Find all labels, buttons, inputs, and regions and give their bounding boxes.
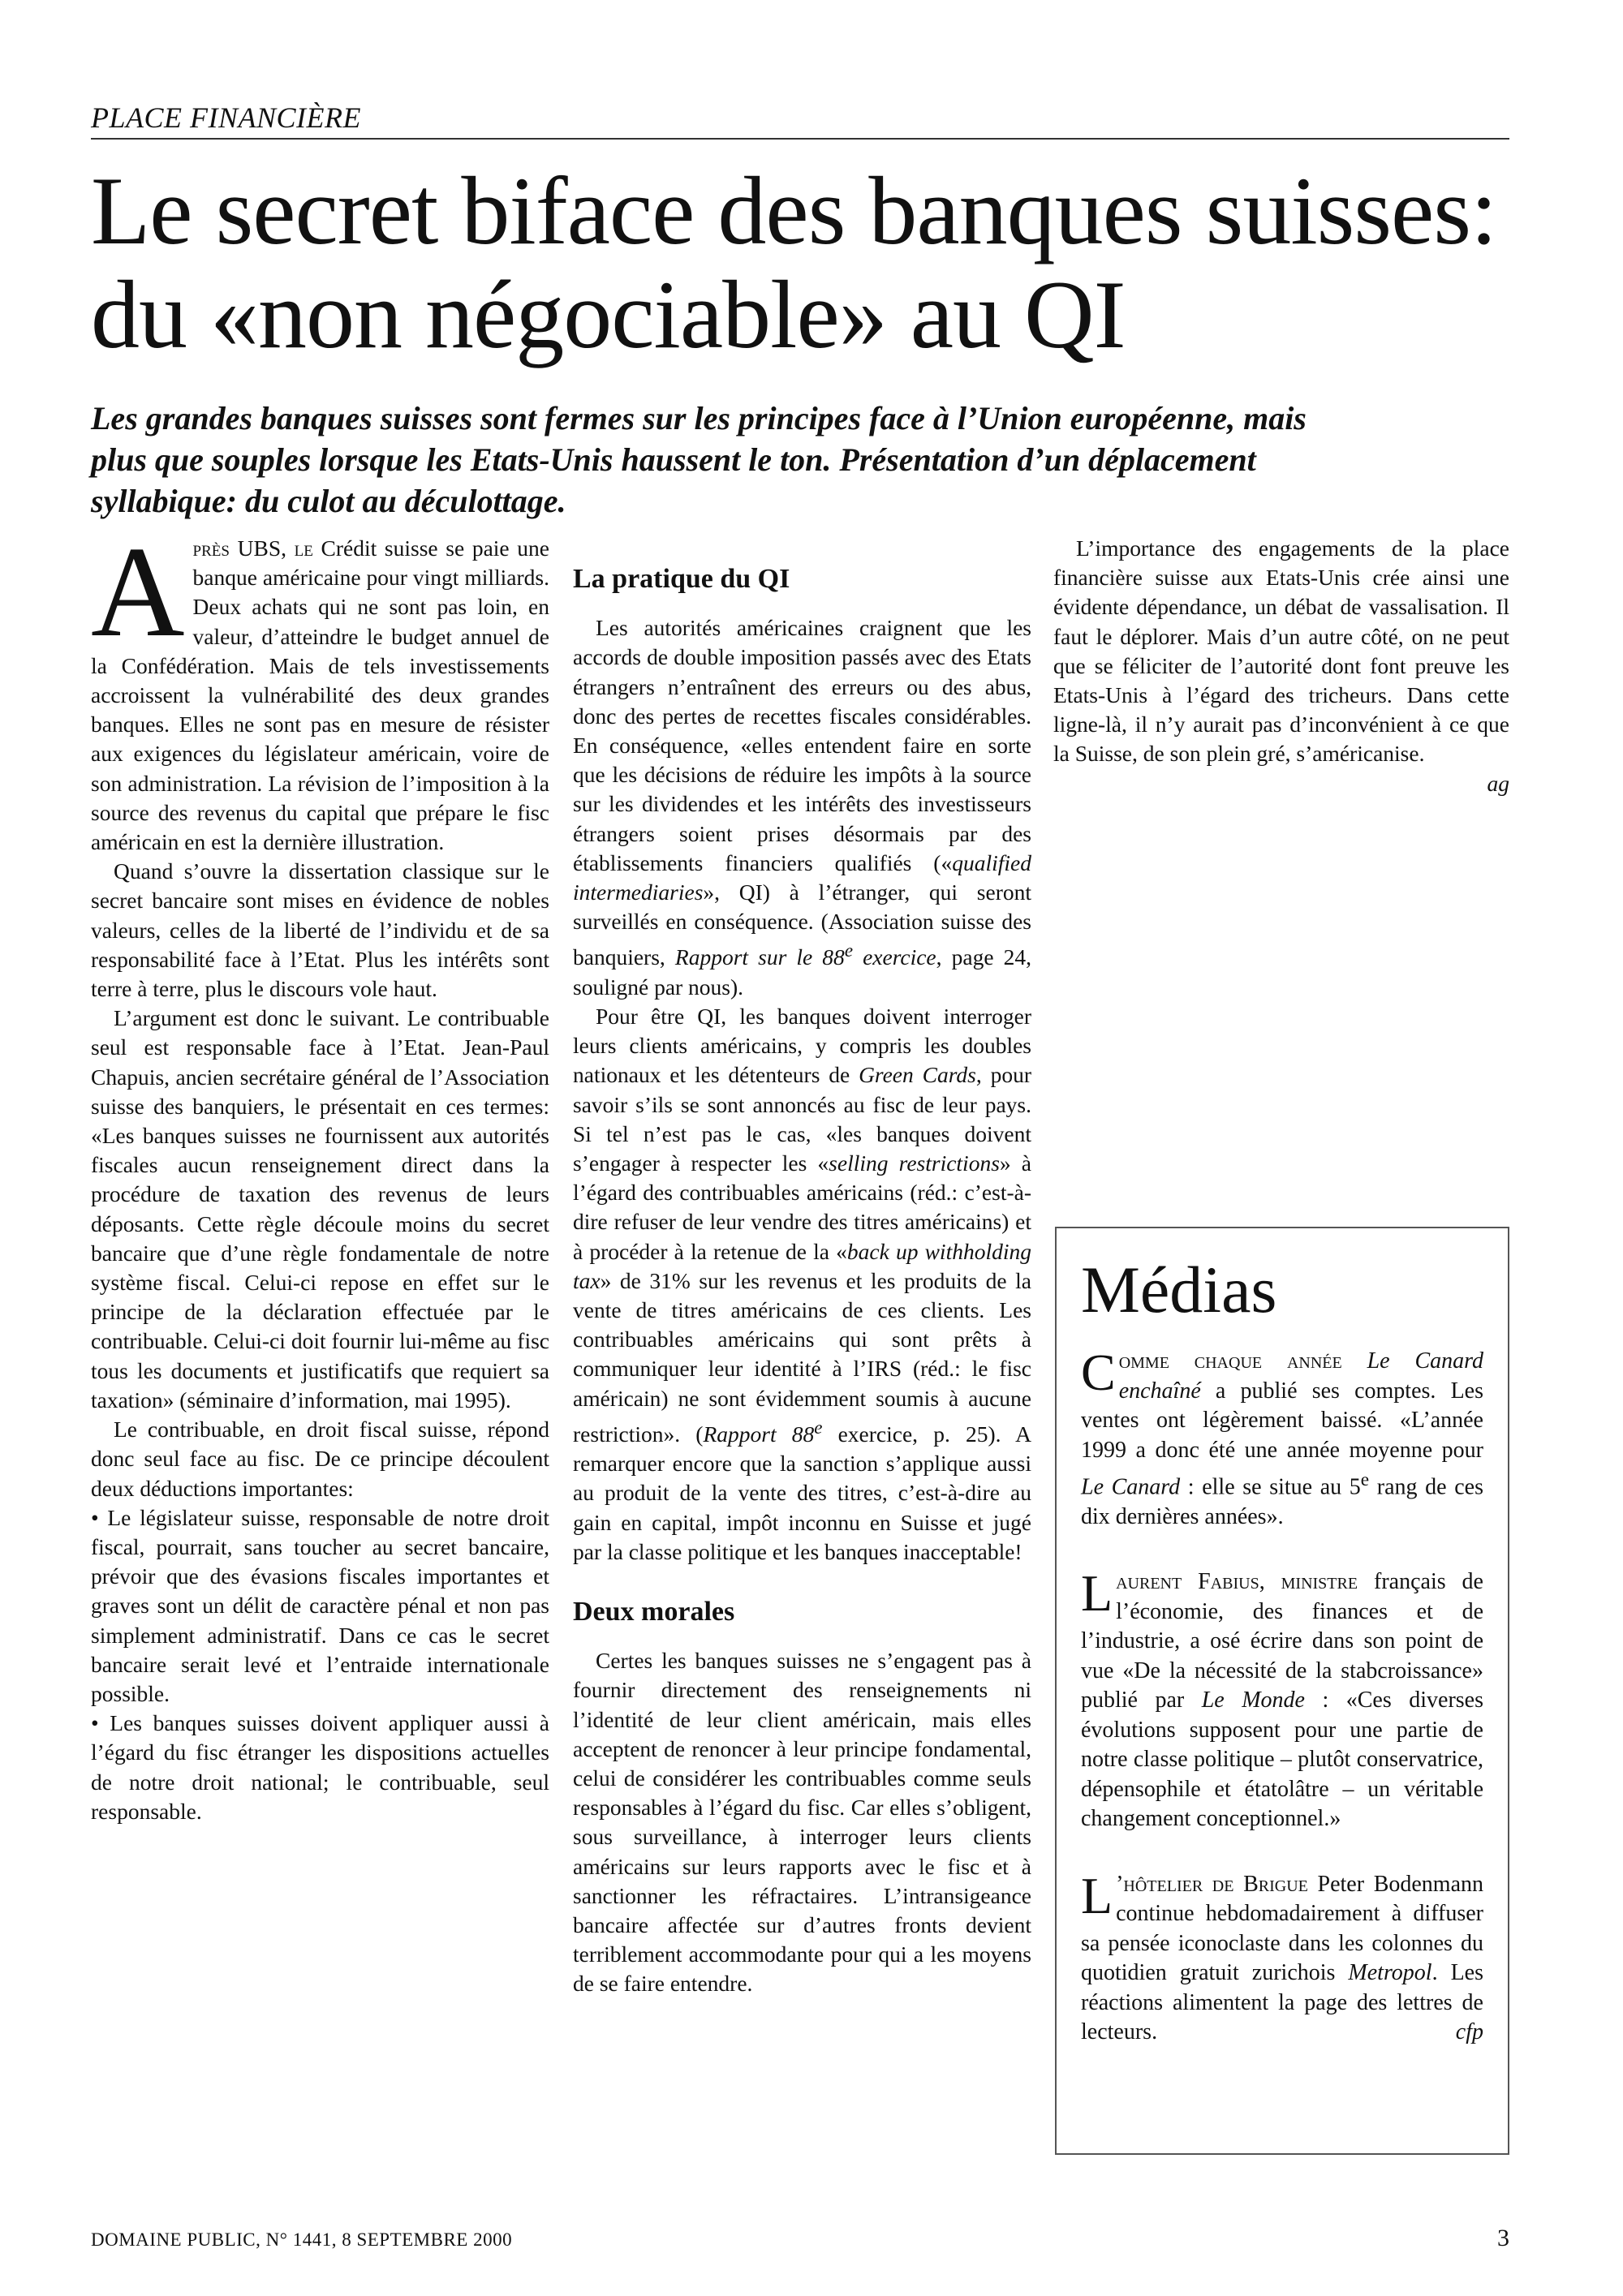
medias-sidebar — [1055, 1227, 1509, 2155]
drop-cap: A — [91, 519, 185, 664]
sidebar-item: L ’hôtelier de Brigue Peter Bodenmann continue hebdomadairement à diffuser sa pensée iconoclaste dans les colonnes du quotidien gratuit zurichois Metropol. Les réactions alimentent la page des lettres de lecteurs. cfp — [1081, 1870, 1483, 2048]
sidebar-signature: cfp — [1455, 2019, 1483, 2045]
article-column-3 — [1053, 534, 1509, 798]
sidebar-item: Laurent Fabius, ministre français de l’économie, des finances et de l’industrie, a osé écrire dans son point de vue «De la nécessité de la stabcroissance» publié par Le Monde : «Ces diverses évolutions supposent pour une partie de notre classe politique – plutôt conservatrice, dépensophile et étatolâtre – un véritable changement conceptionnel.» — [1081, 1564, 1483, 1832]
subheading: Deux morales — [573, 1597, 735, 1627]
author-signature: ag — [1487, 770, 1509, 796]
article-paragraph: Pour être QI, les banques doivent interroger leurs clients américains, y compris les doubles nationaux et les détenteurs de Green Cards, pour savoir s’ils se sont annoncés au fisc de leur pays. Si tel n’est pas le cas, «les banques doivent s’engager à respecter les «selling restrictions» à l’égard des contribuables américains (réd.: c’est-à-dire refuser de leur vendre des titres américains) et à procéder à la retenue de la «back up withholding tax» de 31% sur les revenus et les produits de la vente de titres américains de ces clients. Les contribuables américains qui sont prêts à communiquer leur identité à l’IRS (réd.: le fisc américain) ne sont évidemment soumis à aucune restriction». (Rapport 88e exercice, p. 25). A remarquer encore que la sanction s’applique aussi au produit de la vente des titres, c’est-à-dire au gain en capital, impôt inconnu en Suisse et jugé par la classe politique et les banques inacceptable! — [573, 1004, 1032, 1564]
article-paragraph: L’argument est donc le suivant. Le contribuable seul est responsable face à l’Etat. Jean-Paul Chapuis, ancien secrétaire général de l’Association suisse des banquiers, le présentait en ces termes: «Les banques suisses ne fournissent aux autorités fiscales aucun renseignement direct dans la procédure de taxation des revenus de leurs déposants. Cette règle découle moins du secret bancaire que d’une règle fondamentale de notre système fiscal. Celui-ci repose en effet sur le principe de la déclaration effectuée par le contribuable. Celui-ci doit fournir lui-même au fisc tous les documents et justificatifs que requiert sa taxation» (séminaire d’information, mai 1995). — [91, 1005, 549, 1412]
sidebar-title: Médias — [1081, 1253, 1277, 1326]
article-lede: Les grandes banques suisses sont fermes sur les principes face à l’Union européenne, mais plus que souples lorsque les Etats-Unis haussent le ton. Présentation d’un déplacement syllabique: du culot au déculottage. — [91, 400, 1307, 519]
article-paragraph: Certes les banques suisses ne s’engagent pas à fournir directement des renseignements ni l’identité de leur client américain, mais elles acceptent de renoncer à leur principe fondamental, celui de considérer les contribuables comme seuls responsables à l’égard du fisc. Car elles s’obligent, sous surveillance, à interroger leurs clients américains sur leurs rapports avec le fisc et à sanctionner les réfractaires. L’intransigeance bancaire affectée sur d’autres fronts devient terriblement accommodante pour qui a les moyens de se faire entendre. — [573, 1648, 1031, 1997]
drop-cap: C — [1081, 1344, 1116, 1401]
page-number: 3 — [1497, 2225, 1509, 2251]
paragraph-text: Crédit suisse se paie une banque américaine pour vingt milliards. Deux achats qui ne sont pas loin, en valeur, d’atteindre le budget annuel de la Confédération. Mais de tels investissements accroissent la vulnérabilité des deux grandes banques. Elles ne sont pas en mesure de résister aux exigences du législateur américain, voire de son administration. La révision de l’imposition à la source des revenus du capital que prépare le fisc américain en est la dernière illustration. — [91, 535, 549, 855]
article-headline: Le secret biface des banques suisses: du «non négociable» au QI — [91, 157, 1497, 368]
sidebar-item: Comme chaque année Le Canard enchaîné a publié ses comptes. Les ventes ont légèrement baissé. «L’année 1999 a donc été une année moyenne pour Le Canard : elle se situe au 5e rang de ces dix dernières années». — [1081, 1344, 1483, 1529]
article-paragraph: L’importance des engagements de la place financière suisse aux Etats-Unis crée ainsi une évidente dépendance, un débat de vassalisation. Il faut le déplorer. Mais d’un autre côté, on ne peut que se féliciter de l’autorité dont font preuve les Etats-Unis à l’égard des tricheurs. Dans cette ligne-là, il n’y aurait pas d’inconvénient à ce que la Suisse, de son plein gré, s’américanise. — [1053, 535, 1509, 767]
drop-cap: L — [1081, 1564, 1113, 1623]
section-kicker: PLACE FINANCIÈRE — [91, 101, 1509, 140]
subheading: La pratique du QI — [573, 564, 790, 594]
article-paragraph — [91, 519, 549, 857]
bullet-item: • Les banques suisses doivent appliquer aussi à l’égard du fisc étranger les dispositions actuelles de notre droit national; le contribuable, seul responsable. — [91, 1710, 549, 1824]
article-paragraph: Le contribuable, en droit fiscal suisse, répond donc seul face au fisc. De ce principe découlent deux déductions importantes: — [91, 1417, 549, 1501]
smallcaps-opening: près UBS, le — [192, 535, 313, 561]
article-column-2 — [573, 534, 1031, 1999]
page-footer: DOMAINE PUBLIC, N° 1441, 8 SEPTEMBRE 2000 — [91, 2229, 513, 2250]
article-paragraph: Quand s’ouvre la dissertation classique sur le secret bancaire sont mises en évidence de nobles valeurs, celles de la liberté de l’individu et de sa responsabilité face à l’Etat. Plus les intérêts sont terre à terre, plus le discours vole haut. — [91, 858, 549, 1002]
drop-cap: L — [1081, 1866, 1113, 1924]
article-paragraph: Les autorités américaines craignent que les accords de double imposition passés avec des Etats étrangers n’entraînent des erreurs ou des abus, donc des pertes de recettes fiscales considérables. En conséquence, «elles entendent faire en sorte que les décisions de réduire les impôts à la source sur les dividendes et les intérêts des investisseurs étrangers soient prises désormais par des établissements financiers qualifiés («qualified intermediaries», QI) à l’étranger, qui seront surveillés en conséquence. (Association suisse des banquiers, Rapport sur le 88e exercice, page 24, souligné par nous). — [573, 615, 1031, 1000]
article-column-1 — [91, 519, 549, 1826]
bullet-item: • Le législateur suisse, responsable de notre droit fiscal, pourrait, sans toucher au secret bancaire, prévoir que des évasions fiscales importantes et graves sont un délit de caractère pénal et non pas simplement administratif. Dans ce cas le secret bancaire serait levé et l’entraide internationale possible. — [91, 1504, 549, 1706]
